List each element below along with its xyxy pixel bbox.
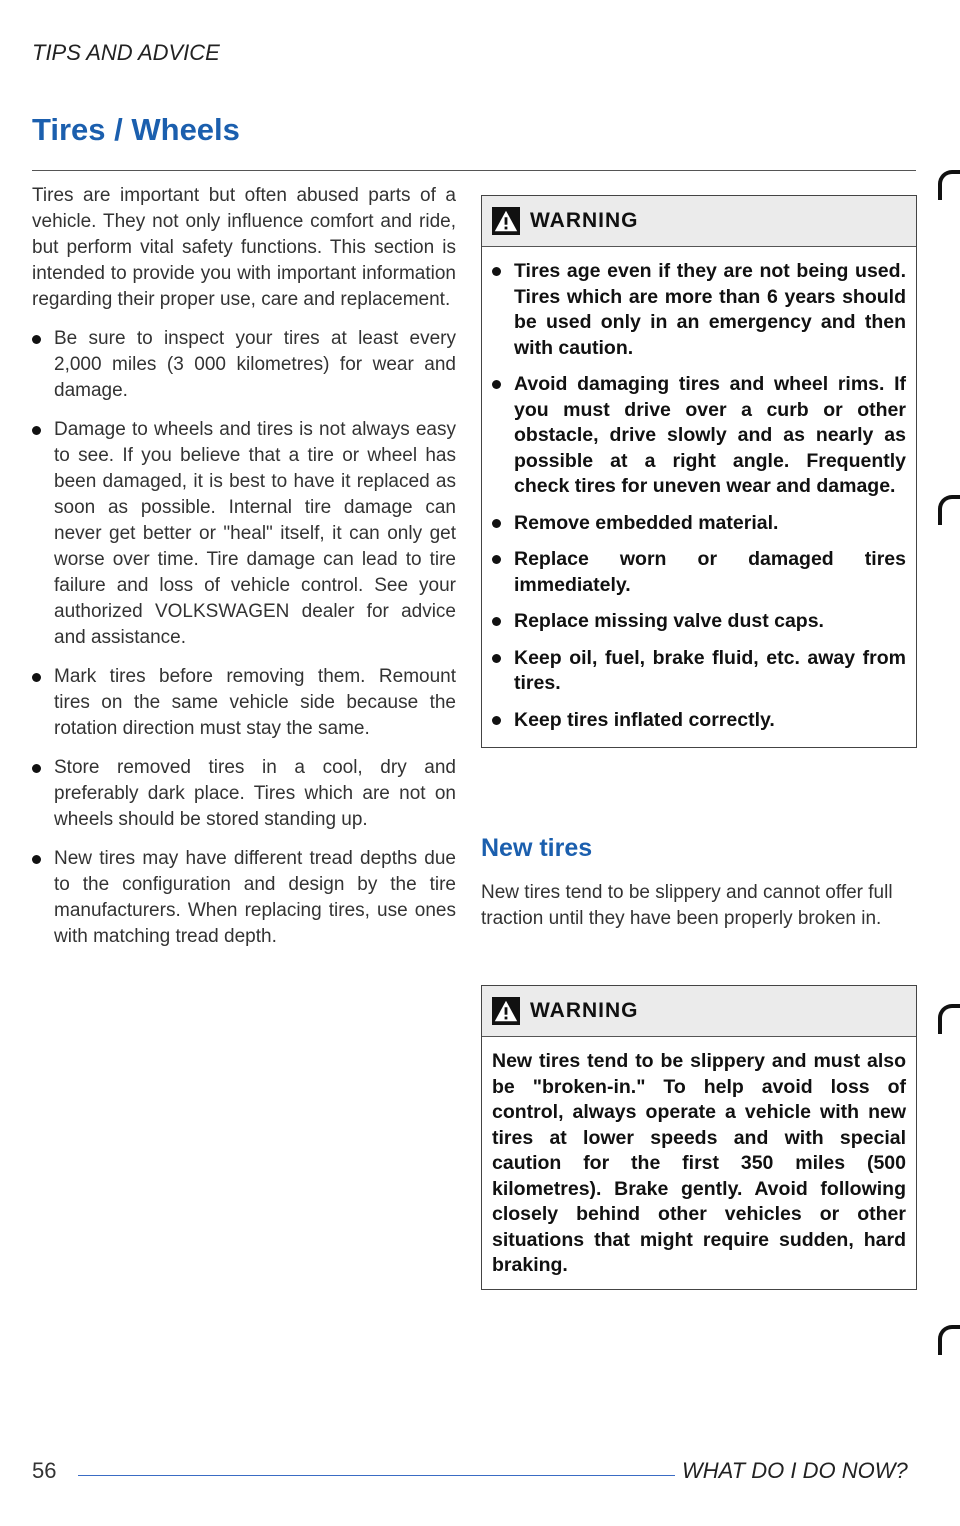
page-edge-marker <box>938 1325 960 1355</box>
warning-box-tire-care <box>481 195 917 748</box>
bullet-text: New tires may have different tread depths due to the configuration and design by the tire manufacturers. When replacing tires, use ones with matching tread depth. <box>54 848 456 947</box>
bullet-icon <box>32 426 41 435</box>
list-item <box>32 664 456 742</box>
bullet-text: Store removed tires in a cool, dry and preferably dark place. Tires which are not on wheels should be stored standing up. <box>54 757 456 830</box>
page-title: Tires / Wheels <box>32 112 240 147</box>
warning-bullet-text: Keep oil, fuel, brake fluid, etc. away from tires. <box>514 646 906 694</box>
warning-text: New tires tend to be slippery and must also be "broken-in." To help avoid loss of control, always operate a vehicle with new tires at lower speeds and with special caution for the first 350 miles (500 kilometres). Brake gently. Avoid following closely behind other vehicles or other situations that might require sudden, hard braking. <box>492 1050 906 1276</box>
warning-bullet-text: Tires age even if they are not being used. Tires which are more than 6 years should be used only in an emergency and then with caution. <box>514 260 906 359</box>
bullet-icon <box>492 716 501 725</box>
page-edge-marker <box>938 495 960 525</box>
list-item <box>492 372 906 500</box>
list-item <box>492 708 906 734</box>
warning-bullet-text: Replace missing valve dust caps. <box>514 610 824 632</box>
warning-triangle-icon <box>492 207 520 235</box>
bullet-text: Mark tires before removing them. Remount tires on the same vehicle side because the rotation direction must stay the same. <box>54 666 456 739</box>
list-item <box>492 609 906 635</box>
warning-body <box>482 1037 916 1289</box>
list-item <box>32 326 456 404</box>
top-divider <box>32 170 916 171</box>
list-item <box>492 511 906 537</box>
warning-label: WARNING <box>530 999 639 1022</box>
warning-triangle-icon <box>492 997 520 1025</box>
page-edge-marker <box>938 1004 960 1034</box>
footer-divider <box>78 1475 675 1476</box>
list-item <box>492 646 906 697</box>
bullet-text: Be sure to inspect your tires at least every 2,000 miles (3 000 kilometres) for wear and damage. <box>54 328 456 401</box>
intro-paragraph: Tires are important but often abused parts of a vehicle. They not only influence comfort and ride, but perform vital safety functions. This section is intended to provide you with important information regarding their proper use, care and replacement. <box>32 185 456 310</box>
warning-bullet-text: Avoid damaging tires and wheel rims. If you must drive over a curb or other obstacle, drive slowly and as nearly as possible at a right angle. Frequently check tires for uneven wear and damage. <box>514 373 906 497</box>
bullet-icon <box>492 519 501 528</box>
list-item <box>32 755 456 833</box>
bullet-text: Damage to wheels and tires is not always easy to see. If you believe that a tire or wheel has been damaged, it is best to have it replaced as soon as possible. Internal tire damage can never get better or "heal" itself, it can only get worse over time. Tire damage can lead to tire failure and loss of vehicle control. See your authorized VOLKSWAGEN dealer for advice and assistance. <box>54 419 456 648</box>
bullet-icon <box>492 617 501 626</box>
warning-bullet-text: Remove embedded material. <box>514 511 779 534</box>
warning-bullet-text: Keep tires inflated correctly. <box>514 708 775 731</box>
section-header: TIPS AND ADVICE <box>32 40 220 65</box>
bullet-icon <box>492 267 501 276</box>
page-number: 56 <box>32 1458 57 1483</box>
warning-body <box>482 247 916 747</box>
list-item <box>492 259 906 361</box>
warning-header <box>482 986 916 1037</box>
new-tires-heading: New tires <box>481 834 593 862</box>
list-item <box>32 417 456 651</box>
footer-section-title: WHAT DO I DO NOW? <box>682 1458 908 1483</box>
bullet-icon <box>32 673 41 682</box>
left-column <box>32 183 456 963</box>
bullet-icon <box>492 380 501 389</box>
warning-bullet-text: Replace worn or damaged tires immediately. <box>514 548 906 596</box>
bullet-icon <box>32 764 41 773</box>
bullet-icon <box>32 335 41 344</box>
bullet-icon <box>492 654 501 663</box>
list-item <box>492 547 906 598</box>
warning-label: WARNING <box>530 209 639 232</box>
list-item <box>32 846 456 950</box>
warning-box-new-tires <box>481 985 917 1290</box>
bullet-icon <box>32 855 41 864</box>
page-edge-marker <box>938 170 960 200</box>
bullet-icon <box>492 555 501 564</box>
warning-header <box>482 196 916 247</box>
new-tires-paragraph: New tires tend to be slippery and cannot offer full traction until they have been properly broken in. <box>481 882 893 929</box>
